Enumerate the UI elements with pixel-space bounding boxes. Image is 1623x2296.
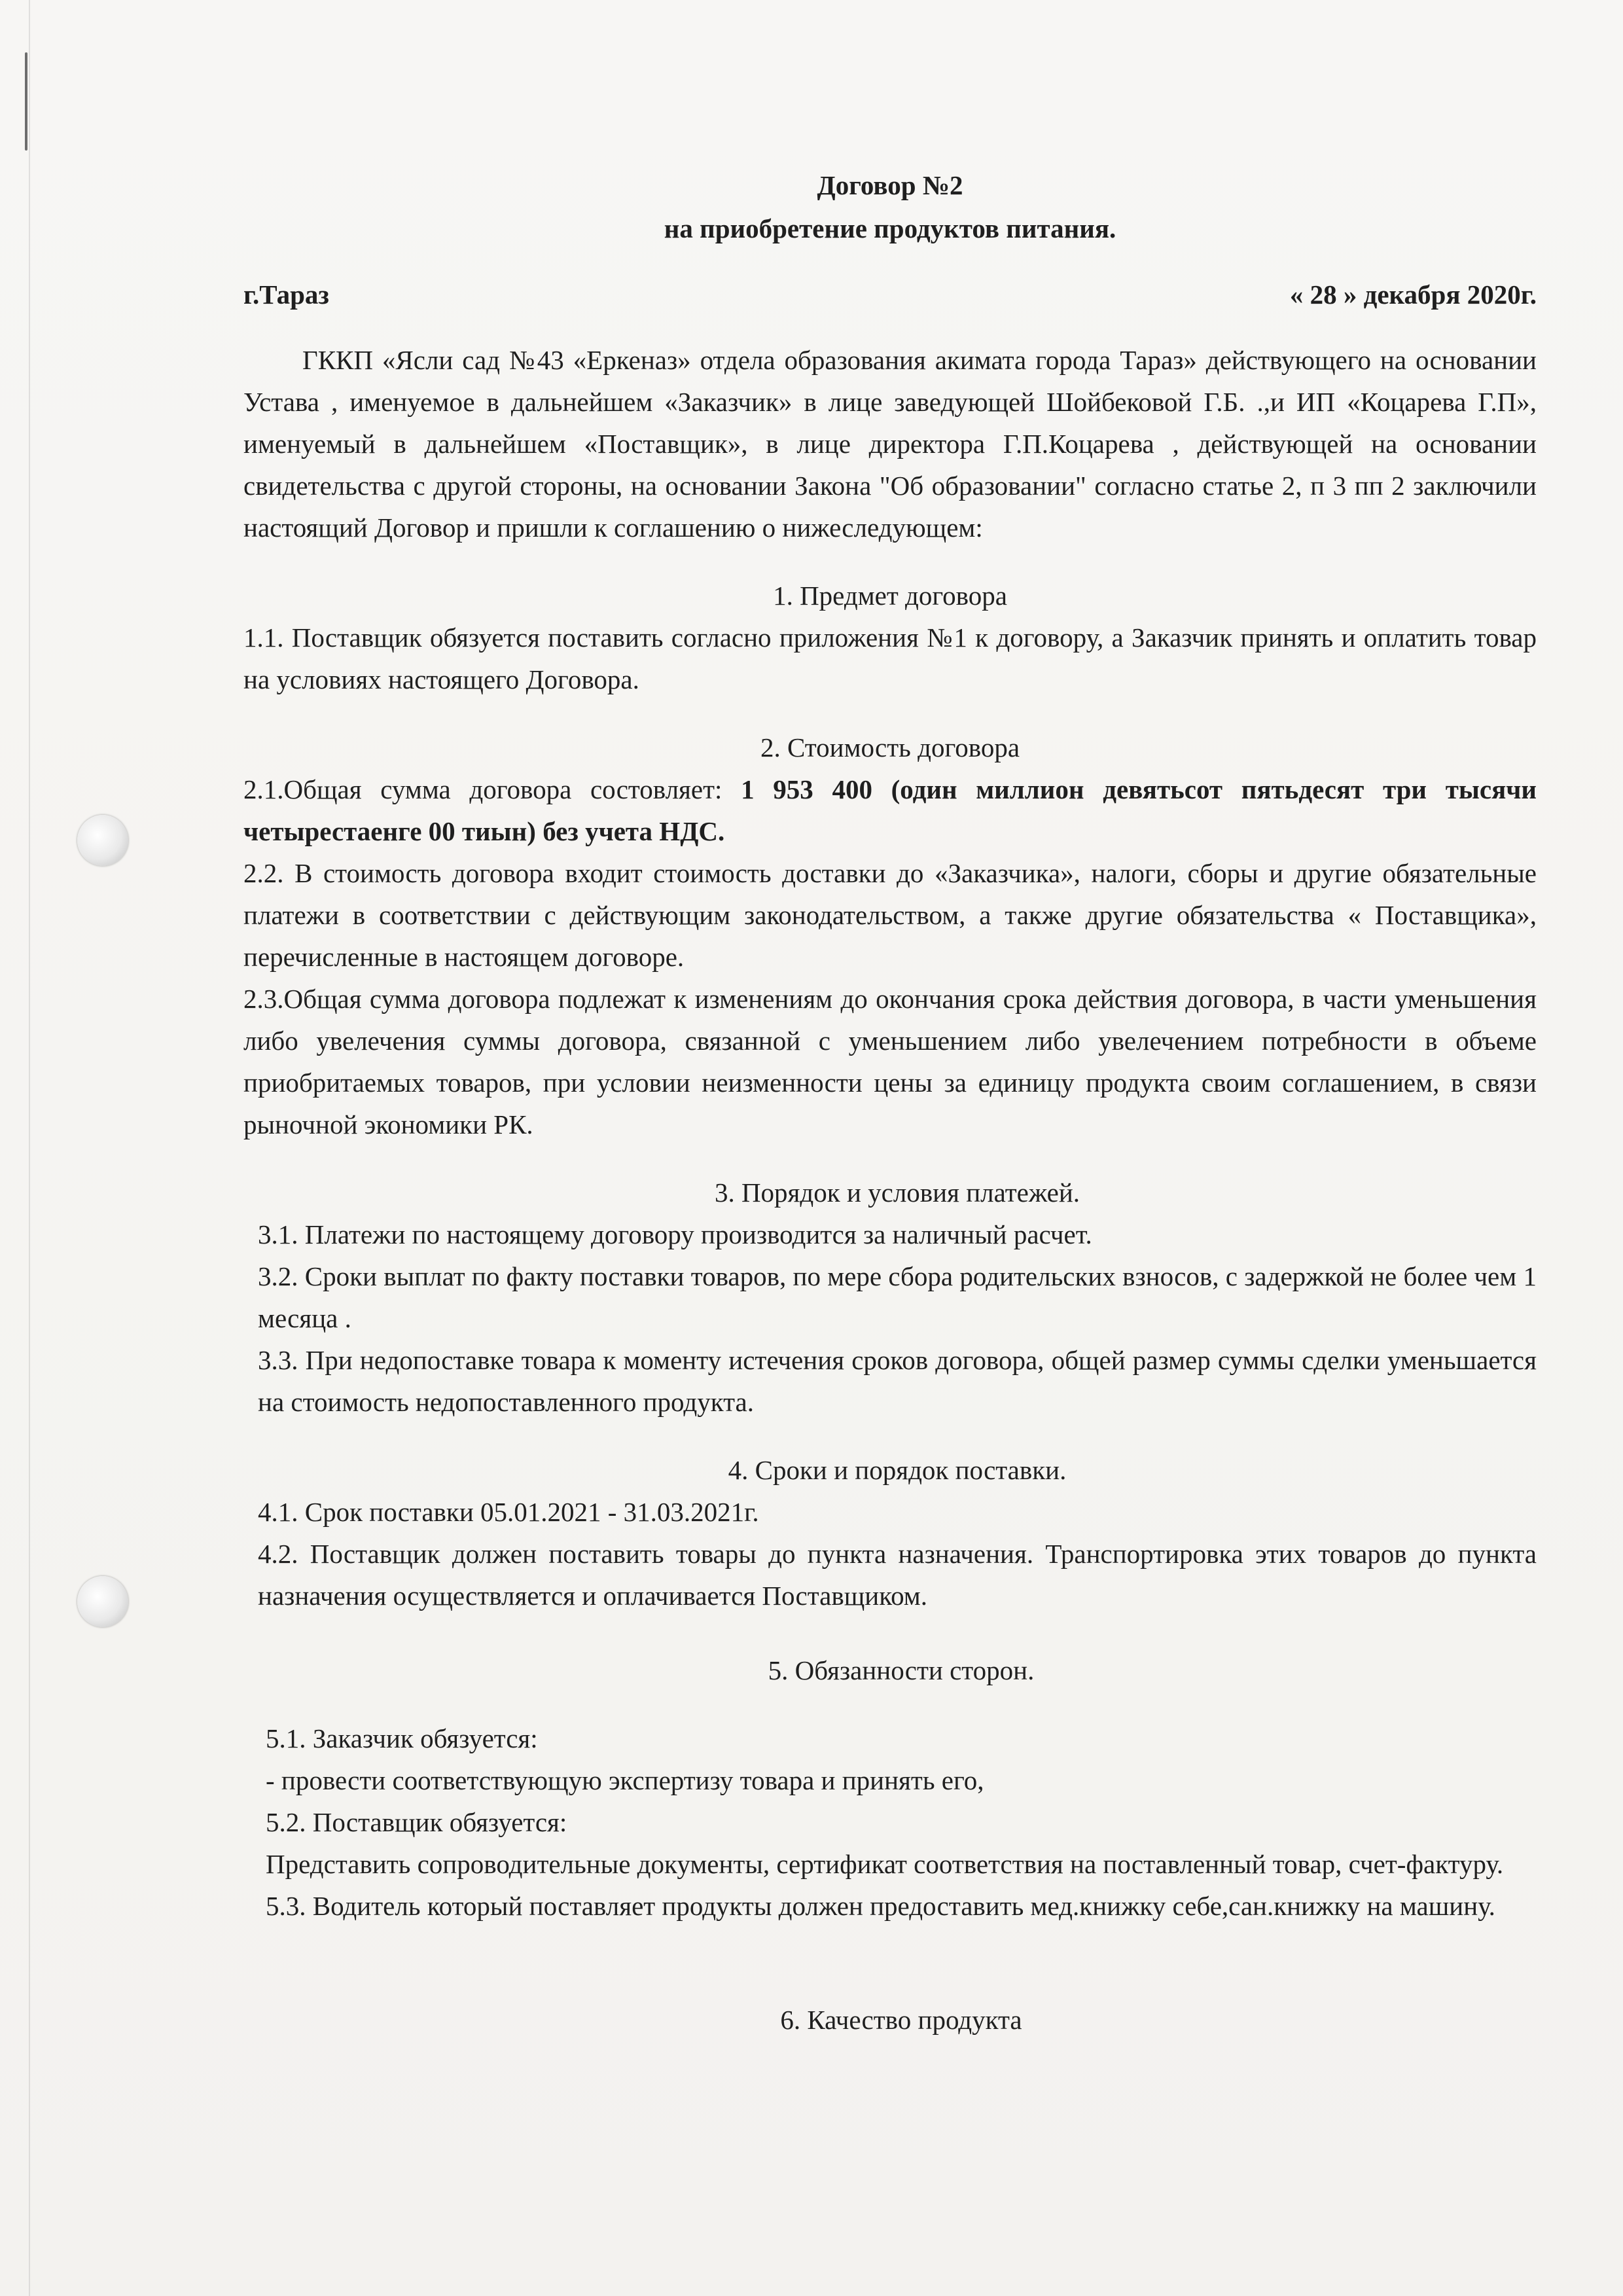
city-date-line (243, 274, 1537, 315)
contract-title: Договор №2 (817, 170, 963, 200)
contract-body (243, 164, 1537, 2041)
edge-mark (25, 52, 27, 151)
clause-2-1-prefix: 2.1.Общая сумма договора состовляет: (243, 774, 741, 804)
contract-date: « 28 » декабря 2020г. (1289, 279, 1537, 310)
contract-subtitle: на приобретение продуктов питания. (664, 213, 1116, 243)
clause-5-2-text: Представить сопроводительные документы, сертификат соответствия на поставленный товар, счет-фактуру. (266, 1849, 1504, 1879)
clause-5-1: 5.1. Заказчик обязуется: (266, 1723, 538, 1753)
clause-3-1: 3.1. Платежи по настоящему договору производится за наличный расчет. (258, 1219, 1092, 1249)
edge-line (29, 0, 30, 2296)
clause-2-3: 2.3.Общая сумма договора подлежат к изменениям до окончания срока действия договора, в части уменьшения либо увелечения суммы договора, связанной с уменьшением либо увелечением потребности в объеме приобритаемых товаров, при условии неизменности цены за единицу продукта своим соглашением, в связи рыночной экономики РК. (243, 984, 1537, 1139)
clause-5-3: 5.3. Водитель который поставляет продукты должен предоставить мед.книжку себе,сан.книжку на машину. (266, 1891, 1495, 1921)
clause-2-1 (243, 768, 1537, 852)
punch-hole (77, 1576, 128, 1627)
clause-4-2: 4.2. Поставщик должен поставить товары до пункта назначения. Транспортировка этих товаров до пункта назначения осуществляется и оплачивается Поставщиком. (258, 1539, 1537, 1611)
clause-3-2: 3.2. Сроки выплат по факту поставки товаров, по мере сбора родительских взносов, с задержкой не более чем 1 месяца . (258, 1261, 1537, 1333)
clause-5-2: 5.2. Поставщик обязуется: (266, 1807, 567, 1837)
clause-1-1: 1.1. Поставщик обязуется поставить согласно приложения №1 к договору, а Заказчик принять и оплатить товар на условиях настоящего Договора. (243, 622, 1537, 694)
section-heading-1: 1. Предмет договора (773, 581, 1007, 611)
clause-4-1: 4.1. Срок поставки 05.01.2021 - 31.03.2021г. (258, 1497, 759, 1527)
contract-amount: 1 953 400 (один миллион девятьсот пятьдесят три тысячи четырестаенге 00 тиын) без учета НДС. (243, 774, 1537, 846)
clause-5-1-item: - провести соответствующую экспертизу товара и принять его, (266, 1765, 984, 1795)
section-heading-3: 3. Порядок и условия платежей. (714, 1177, 1080, 1208)
section-heading-5: 5. Обязанности сторон. (768, 1655, 1035, 1685)
preamble: ГККП «Ясли сад №43 «Еркеназ» отдела образования акимата города Тараз» действующего на основании Устава , именуемое в дальнейшем «Заказчик» в лице заведующей Шойбековой Г.Б. .,и ИП «Коцарева Г.П», именуемый в дальнейшем «Поставщик», в лице директора Г.П.Коцарева , действующей на основании свидетельства с другой стороны, на основании Закона "Об образовании" согласно статье 2, п 3 пп 2 заключили настоящий Договор и пришли к соглашению о нижеследующем: (243, 345, 1537, 543)
clause-3-3: 3.3. При недопоставке товара к моменту истечения сроков договора, общей размер суммы сделки уменьшается на стоимость недопоставленного продукта. (258, 1345, 1537, 1417)
city: г.Тараз (243, 279, 329, 310)
section-heading-4: 4. Сроки и порядок поставки. (728, 1455, 1067, 1485)
section-heading-2: 2. Стоимость договора (760, 732, 1020, 762)
section-heading-6: 6. Качество продукта (780, 2005, 1022, 2035)
punch-hole (77, 815, 128, 866)
clause-2-2: 2.2. В стоимость договора входит стоимость доставки до «Заказчика», налоги, сборы и другие обязательные платежи в соответствии с действующим законодательством, а также другие обязательства « Поставщика», перечисленные в настоящем договоре. (243, 858, 1537, 972)
